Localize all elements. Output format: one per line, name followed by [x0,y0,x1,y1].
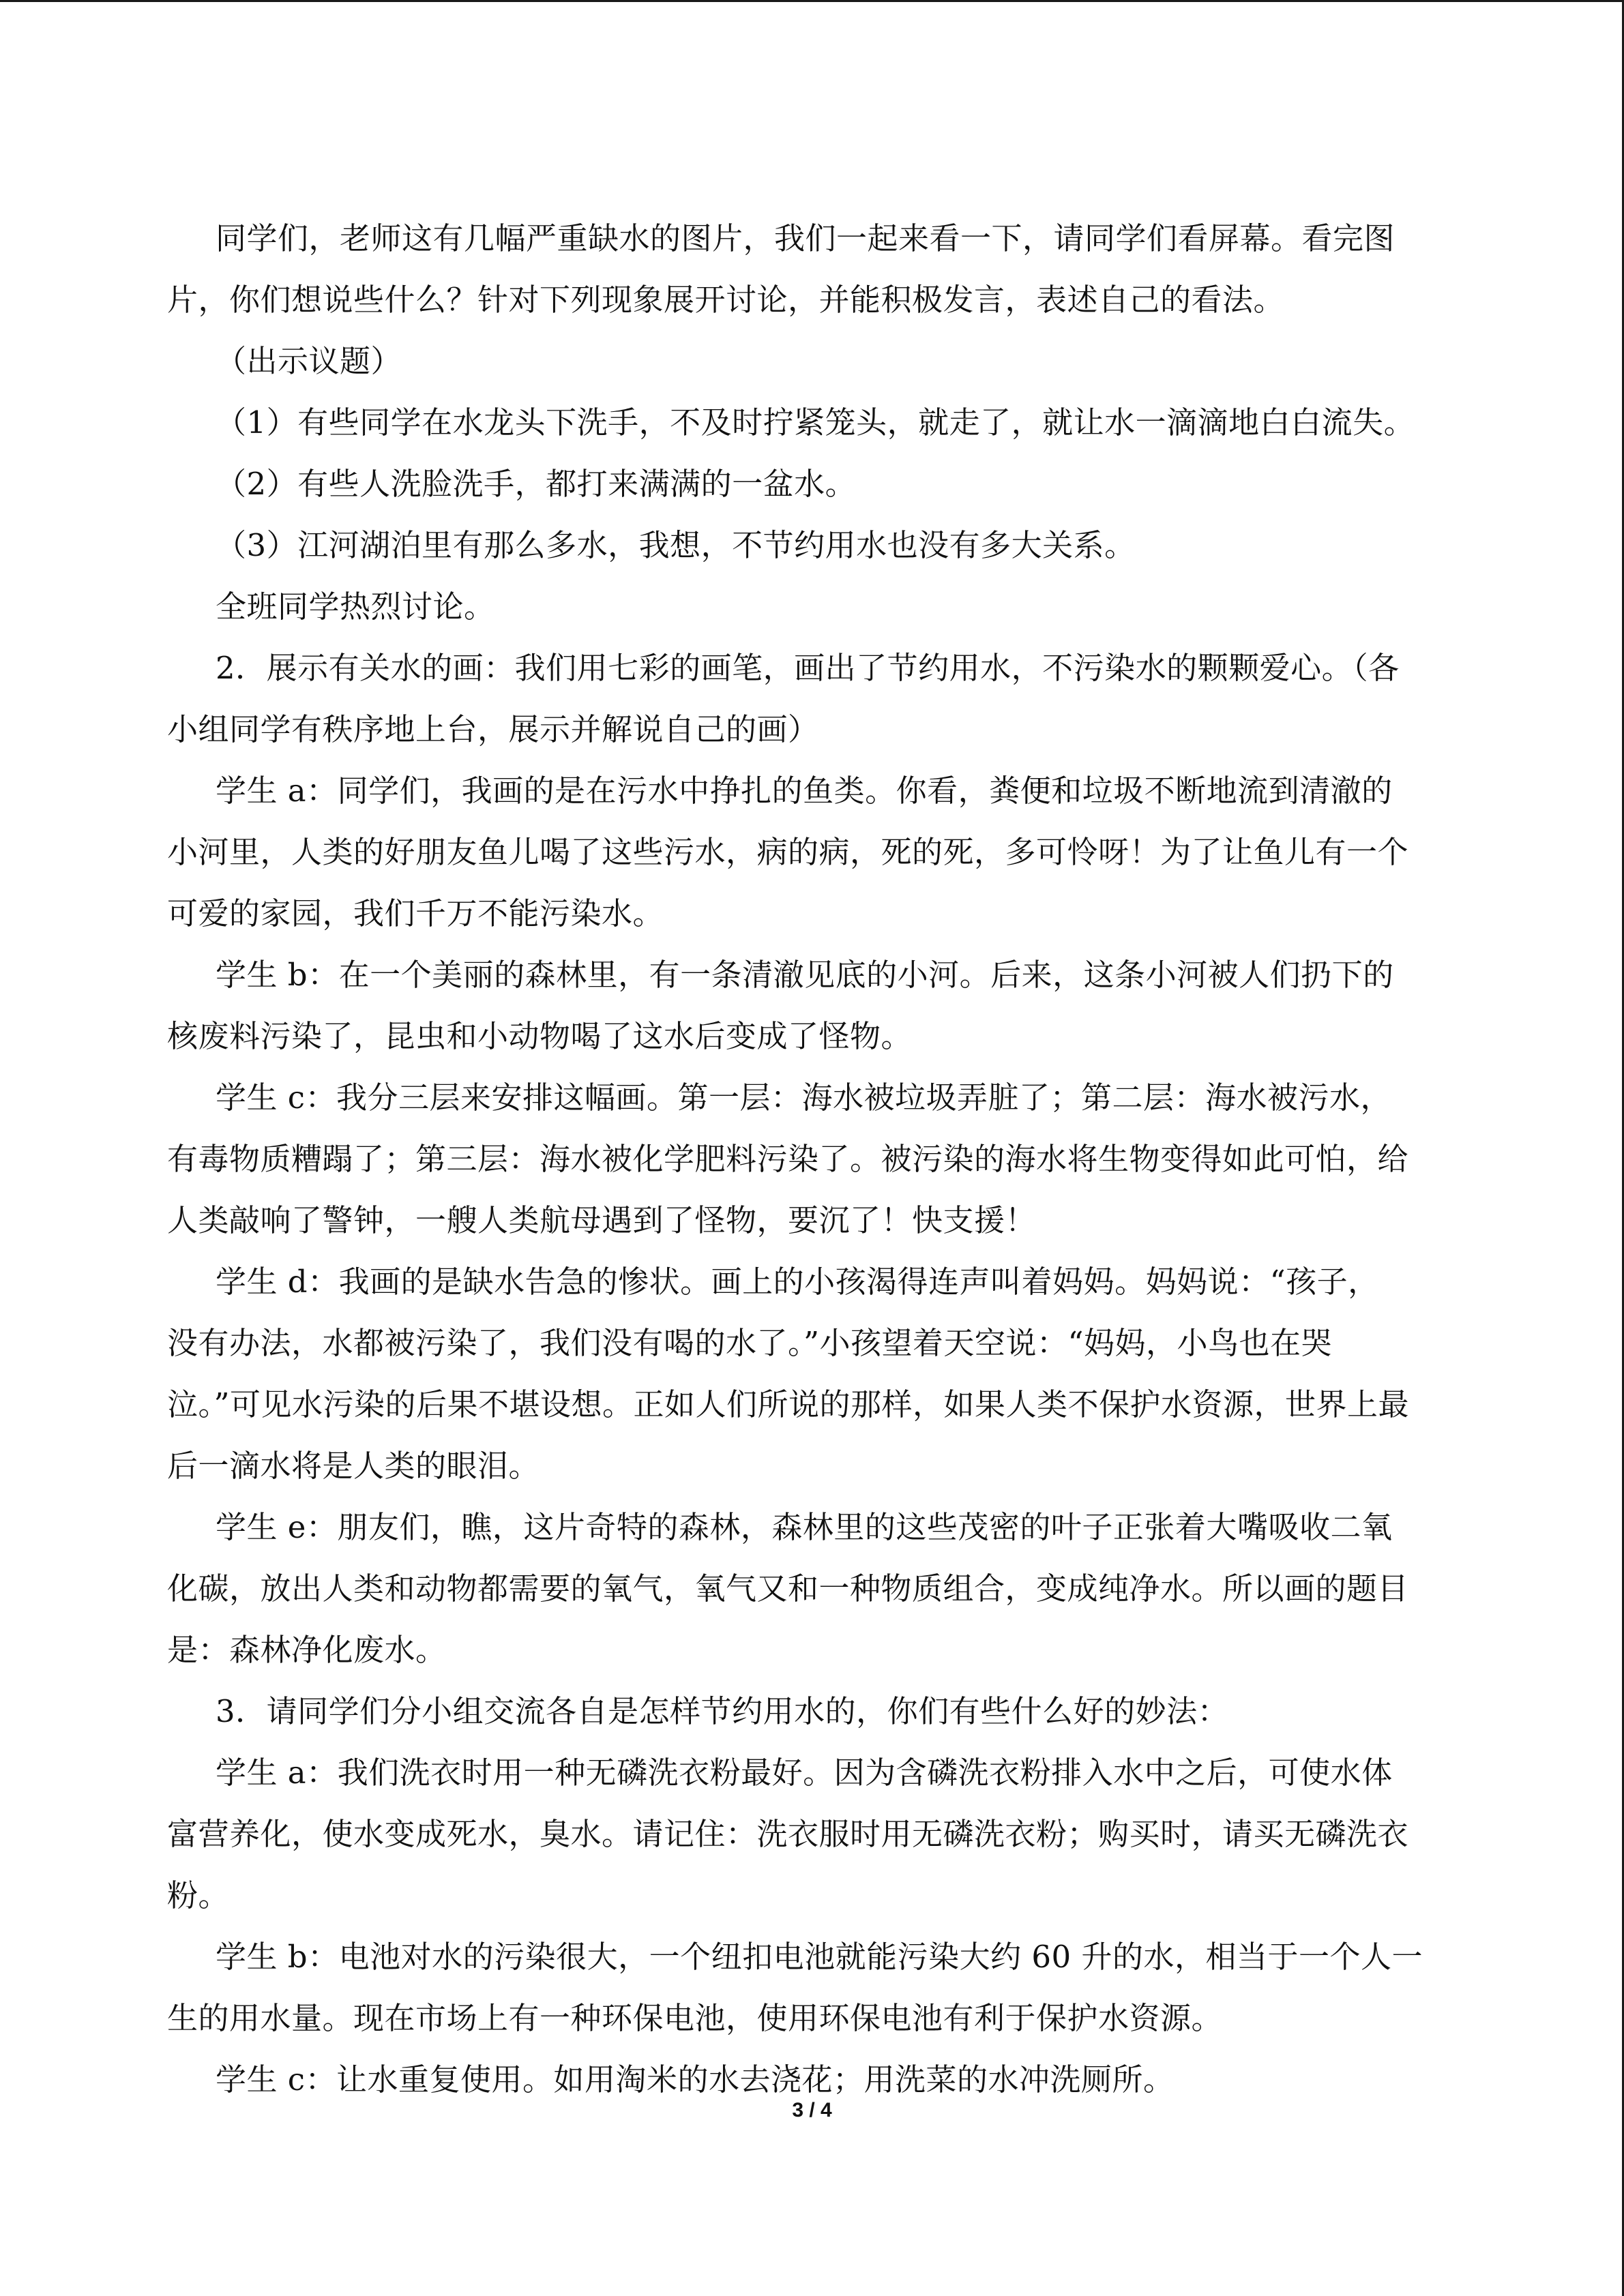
paragraph [167,1497,1460,1681]
page-number: 3 / 4 [792,2099,832,2121]
text-line: 有毒物质糟蹋了；第三层：海水被化学肥料污染了。被污染的海水将生物变得如此可怕，给 [167,1141,1409,1177]
text-line: 核废料污染了，昆虫和小动物喝了这水后变成了怪物。 [167,1018,913,1054]
paragraph [167,1251,1460,1497]
text-line: 化碳，放出人类和动物都需要的氧气，氧气又和一种物质组合，变成纯净水。所以画的题目 [167,1570,1409,1607]
paragraph [167,1067,1460,1251]
text-line: 学生 e：朋友们，瞧，这片奇特的森林，森林里的这些茂密的叶子正张着大嘴吸收二氧 [216,1509,1393,1545]
text-line: 同学们，老师这有几幅严重缺水的图片，我们一起来看一下，请同学们看屏幕。看完图 [216,220,1396,256]
paragraph [167,576,1460,638]
text-line: 生的用水量。现在市场上有一种环保电池，使用环保电池有利于保护水资源。 [167,2000,1223,2036]
text-line: （1）有些同学在水龙头下洗手，不及时拧紧笼头，就走了，就让水一滴滴地白白流失。 [216,404,1415,441]
text-line: 没有办法，水都被污染了，我们没有喝的水了。”小孩望着天空说：“妈妈，小鸟也在哭 [167,1325,1333,1361]
text-line: 小组同学有秩序地上台，展示并解说自己的画） [167,711,819,747]
paragraph [167,331,1460,392]
paragraph [167,392,1460,453]
paragraph [167,638,1460,760]
text-line: 泣。”可见水污染的后果不堪设想。正如人们所说的那样，如果人类不保护水资源，世界上最 [167,1386,1410,1422]
paragraph [167,515,1460,576]
text-line: 小河里，人类的好朋友鱼儿喝了这些污水，病的病，死的死，多可怜呀！为了让鱼儿有一个 [167,834,1409,870]
document-body [167,208,1460,2111]
text-line: 学生 a：同学们，我画的是在污水中挣扎的鱼类。你看，粪便和垃圾不断地流到清澈的 [216,773,1393,809]
text-line: 学生 c：我分三层来安排这幅画。第一层：海水被垃圾弄脏了；第二层：海水被污水， [216,1079,1392,1116]
text-line: 粉。 [167,1877,230,1913]
paragraph [167,944,1460,1067]
text-line: 可爱的家园，我们千万不能污染水。 [167,895,664,931]
text-line: 学生 c：让水重复使用。如用淘米的水去浇花；用洗菜的水冲洗厕所。 [216,2061,1175,2098]
text-line: 学生 a：我们洗衣时用一种无磷洗衣粉最好。因为含磷洗衣粉排入水中之后，可使水体 [216,1755,1393,1791]
paragraph [167,208,1460,331]
text-line: 人类敲响了警钟，一艘人类航母遇到了怪物，要沉了！快支援！ [167,1202,1037,1238]
text-line: 富营养化，使水变成死水，臭水。请记住：洗衣服时用无磷洗衣粉；购买时，请买无磷洗衣 [167,1816,1409,1852]
paragraph [167,760,1460,944]
text-line: 2．展示有关水的画：我们用七彩的画笔，画出了节约用水，不污染水的颗颗爱心。（各 [216,650,1400,686]
top-border-line [0,0,1624,2]
paragraph [167,453,1460,515]
text-line: （2）有些人洗脸洗手，都打来满满的一盆水。 [216,466,857,502]
text-line: 全班同学热烈讨论。 [216,588,495,625]
text-line: 学生 b：电池对水的污染很大，一个纽扣电池就能污染大约 60 升的水，相当于一个人一 [216,1939,1423,1975]
text-line: 学生 b：在一个美丽的森林里，有一条清澈见底的小河。后来，这条小河被人们扔下的 [216,957,1394,993]
paragraph [167,1681,1460,1742]
paragraph [167,1926,1460,2049]
paragraph [167,1742,1460,1926]
text-line: 是：森林净化废水。 [167,1632,447,1668]
text-line: 片，你们想说些什么？针对下列现象展开讨论，并能积极发言，表述自己的看法。 [167,282,1285,318]
text-line: 学生 d：我画的是缺水告急的惨状。画上的小孩渴得连声叫着妈妈。妈妈说：“孩子， [216,1264,1379,1300]
text-line: 3．请同学们分小组交流各自是怎样节约用水的，你们有些什么好的妙法： [216,1693,1229,1729]
text-line: 后一滴水将是人类的眼泪。 [167,1448,540,1484]
text-line: （3）江河湖泊里有那么多水，我想，不节约用水也没有多大关系。 [216,527,1136,563]
text-line: （出示议题） [216,343,402,379]
